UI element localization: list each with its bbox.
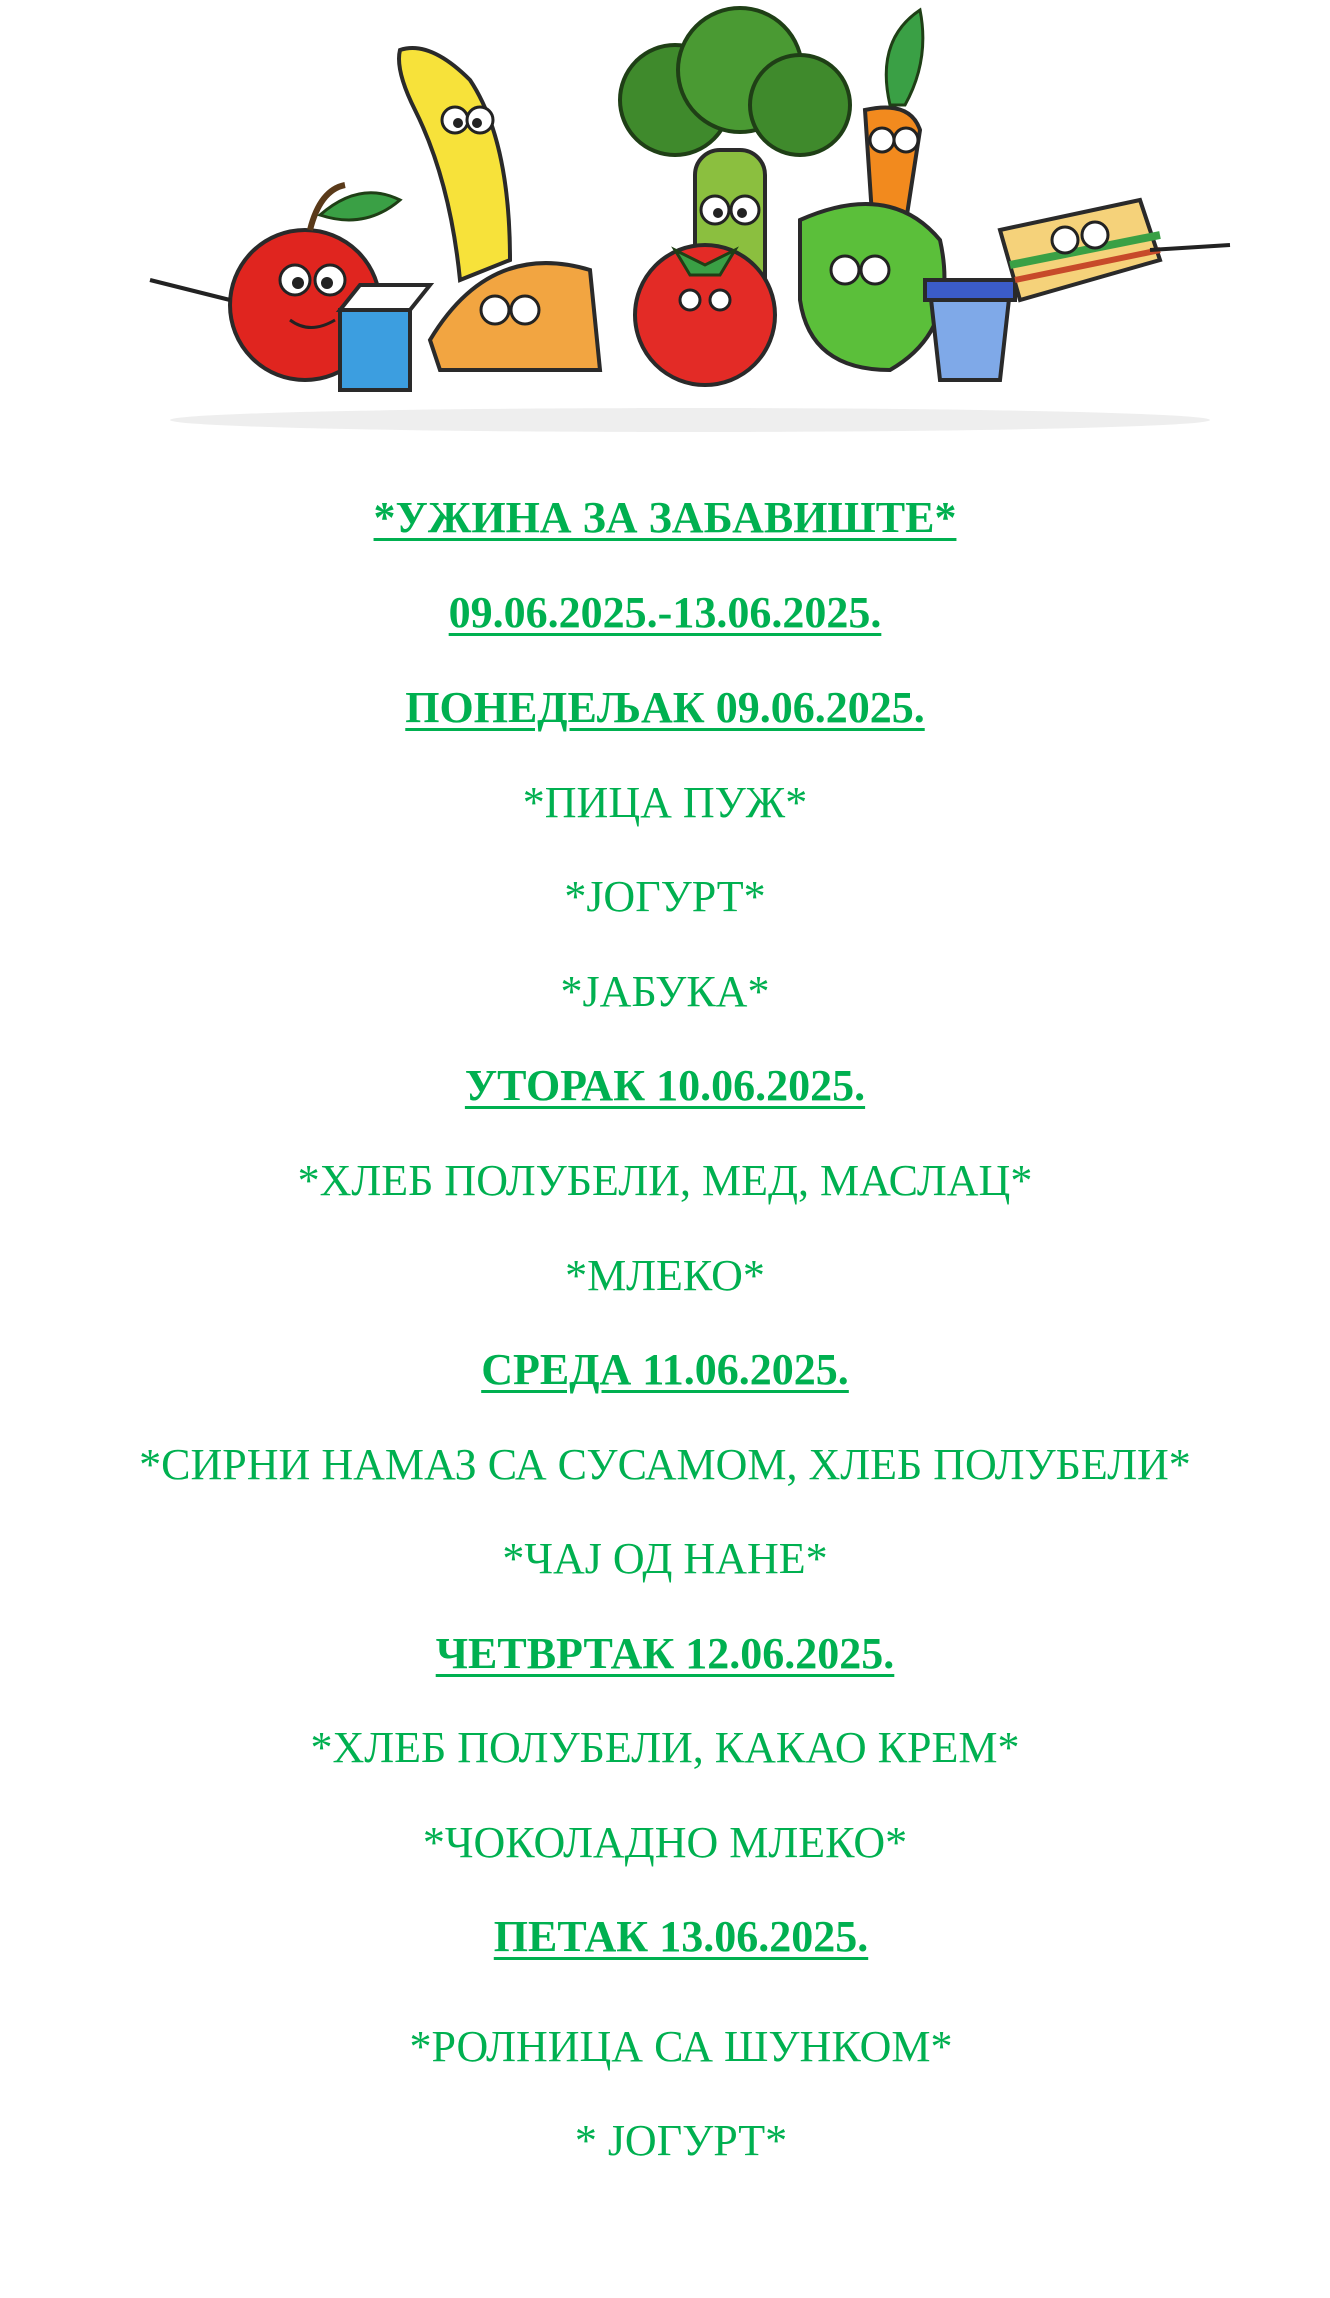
yogurt-cup-icon [925, 280, 1015, 380]
week-range: 09.06.2025.-13.06.2025. [448, 588, 882, 637]
tomato-icon [635, 245, 775, 385]
menu-item: *ХЛЕБ ПОЛУБЕЛИ, МЕД, МАСЛАЦ* [297, 1156, 1033, 1205]
day-heading-tuesday: УТОРАК 10.06.2025. [464, 1061, 866, 1110]
day-heading-thursday: ЧЕТВРТАК 12.06.2025. [435, 1629, 895, 1678]
taco-icon [430, 263, 600, 370]
menu-item: *ЧОКОЛАДНО МЛЕКО* [422, 1818, 908, 1867]
day-heading-monday: ПОНЕДЕЉАК 09.06.2025. [405, 683, 925, 732]
banana-icon [399, 48, 510, 280]
menu-item: *ЈОГУРТ* [564, 872, 766, 921]
menu-item: *ХЛЕБ ПОЛУБЕЛИ, КАКАО КРЕМ* [310, 1723, 1020, 1772]
menu-item: *СИРНИ НАМАЗ СА СУСАМОМ, ХЛЕБ ПОЛУБЕЛИ* [139, 1440, 1191, 1489]
cartoon-fruits-vegetables-icon [130, 0, 1240, 440]
menu-item: *РОЛНИЦА СА ШУНКОМ* [409, 2022, 953, 2071]
menu-item: *ЧАЈ ОД НАНЕ* [502, 1534, 828, 1583]
menu-title: *УЖИНА ЗА ЗАБАВИШТЕ* [373, 493, 957, 542]
menu-item: *ЈАБУКА* [560, 967, 770, 1016]
fruits-vegetables-illustration [130, 0, 1240, 440]
day-heading-wednesday: СРЕДА 11.06.2025. [481, 1345, 849, 1394]
pepper-icon [800, 204, 944, 370]
menu-item: *МЛЕКО* [565, 1251, 765, 1300]
milk-carton-icon [340, 285, 430, 390]
menu-item: * ЈОГУРТ* [574, 2116, 788, 2165]
day-heading-friday: ПЕТАК 13.06.2025. [493, 1912, 869, 1961]
sandwich-icon [1000, 200, 1230, 300]
menu-item: *ПИЦА ПУЖ* [522, 778, 808, 827]
